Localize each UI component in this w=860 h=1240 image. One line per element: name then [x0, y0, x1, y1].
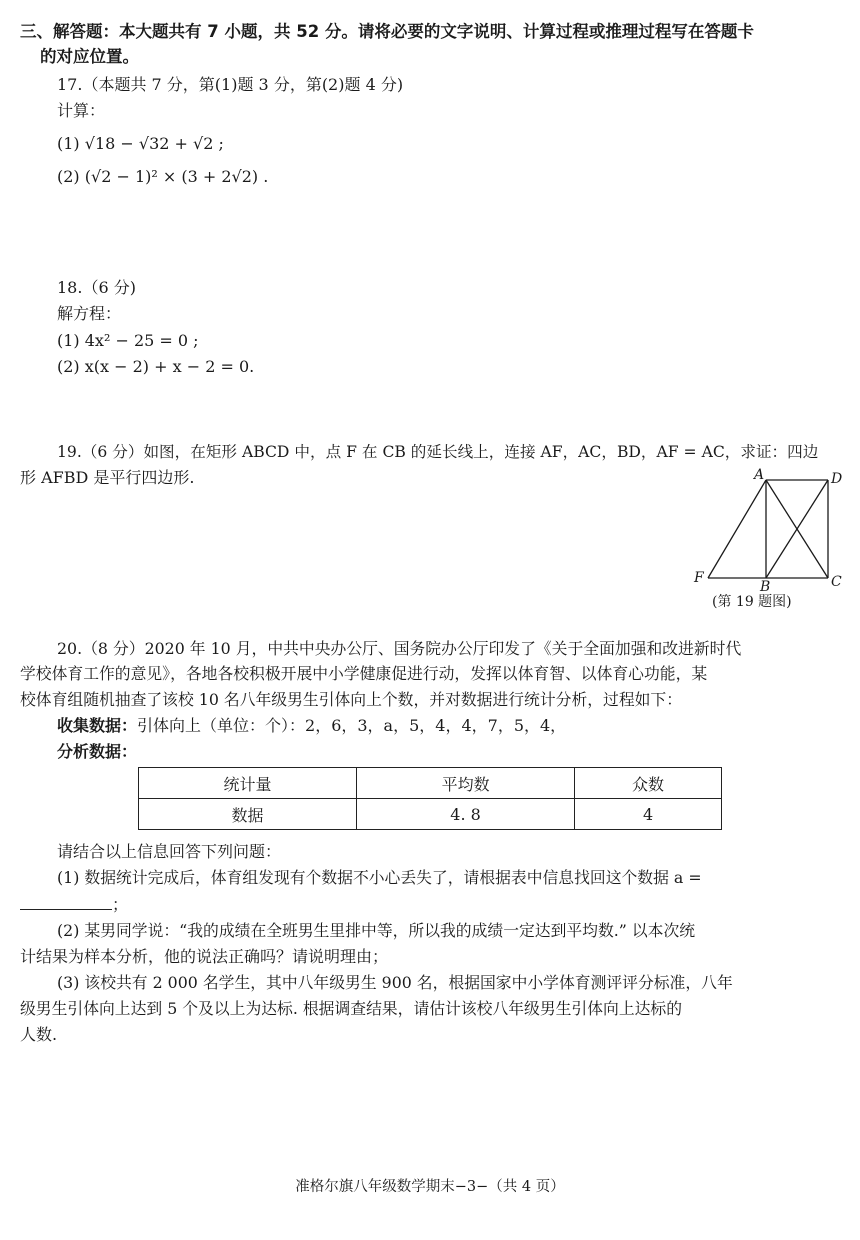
table-header: 平均数 — [357, 768, 575, 799]
figure-caption: (第 19 题图) — [712, 594, 792, 610]
q18-part1: (1) 4x² − 25 = 0 ; — [57, 331, 199, 350]
q17-part2: (2) (√2 − 1)² × (3 + 2√2) . — [57, 167, 269, 186]
q18-instruction: 解方程： — [57, 304, 122, 323]
q20-part3-line1: (3) 该校共有 2 000 名学生，其中八年级男生 900 名，根据国家中小学体育测评评分标准，八年 — [57, 973, 733, 992]
statistics-table — [138, 767, 722, 830]
q20-part3-line2: 级男生引体向上达到 5 个及以上为达标. 根据调查结果，请估计该校八年级男生引体向上达标的 — [20, 999, 683, 1018]
label-b: B — [760, 579, 771, 595]
page-footer: 准格尔旗八年级数学期末−3−（共 4 页） — [295, 1179, 565, 1195]
table-cell: 4. 8 — [357, 799, 575, 830]
table-header: 众数 — [575, 768, 722, 799]
q20-part2-line2: 计结果为样本分析，他的说法正确吗？请说明理由； — [20, 947, 389, 966]
q19-line2: 形 AFBD 是平行四边形. — [20, 468, 195, 487]
q17-part1: (1) √18 − √32 + √2 ; — [57, 134, 224, 153]
answer-blank[interactable] — [20, 895, 112, 910]
section-heading-cont: 的对应位置。 — [40, 47, 139, 66]
collect-label: 收集数据： — [57, 716, 138, 735]
q18-part2: (2) x(x − 2) + x − 2 = 0. — [57, 357, 255, 376]
q20-part2-line1: (2) 某男同学说：“我的成绩在全班男生里排中等，所以我的成绩一定达到平均数.” 以本次统 — [57, 921, 696, 940]
label-f: F — [694, 570, 704, 586]
q20-part1: (1) 数据统计完成后，体育组发现有个数据不小心丢失了，请根据表中信息找回这个数据 a = — [57, 868, 702, 887]
q20-collect — [57, 715, 566, 737]
table-row — [139, 799, 722, 830]
label-a: A — [754, 467, 765, 483]
section-heading: 三、解答题：本大题共有 7 小题，共 52 分。请将必要的文字说明、计算过程或推理过程写在答题卡 — [20, 22, 754, 41]
label-d: D — [831, 471, 843, 487]
q20-line3: 校体育组随机抽查了该校 10 名八年级男生引体向上个数，并对数据进行统计分析，过程如下： — [20, 690, 683, 709]
q20-part1-answer — [20, 894, 128, 916]
table-header: 统计量 — [139, 768, 357, 799]
q20-part3-line3: 人数. — [20, 1025, 58, 1044]
q18-header: 18.（6 分) — [57, 278, 136, 297]
segment-af — [708, 480, 766, 578]
q17-instruction: 计算： — [57, 101, 106, 120]
q20-analyze-label: 分析数据： — [57, 742, 138, 761]
q20-line1: 20.（8 分）2020 年 10 月，中共中央办公厅、国务院办公厅印发了《关于全面加强和改进新时代 — [57, 639, 742, 658]
q20-line2: 学校体育工作的意见》，各地各校积极开展中小学健康促进行动，发挥以体育智、以体育心功能，某 — [20, 664, 708, 683]
q17-header: 17.（本题共 7 分，第(1)题 3 分，第(2)题 4 分) — [57, 75, 404, 94]
q19-line1: 19.（6 分）如图，在矩形 ABCD 中，点 F 在 CB 的延长线上，连接 AF，AC，BD，AF = AC，求证：四边 — [57, 443, 819, 461]
answer-end: ； — [112, 895, 129, 914]
table-cell: 数据 — [139, 799, 357, 830]
collect-text: 引体向上（单位：个）：2，6，3，a，5，4，4，7，5，4， — [137, 716, 567, 735]
label-c: C — [831, 574, 842, 590]
q20-prompt: 请结合以上信息回答下列问题： — [57, 842, 282, 861]
table-header-row — [139, 768, 722, 799]
table-cell: 4 — [575, 799, 722, 830]
